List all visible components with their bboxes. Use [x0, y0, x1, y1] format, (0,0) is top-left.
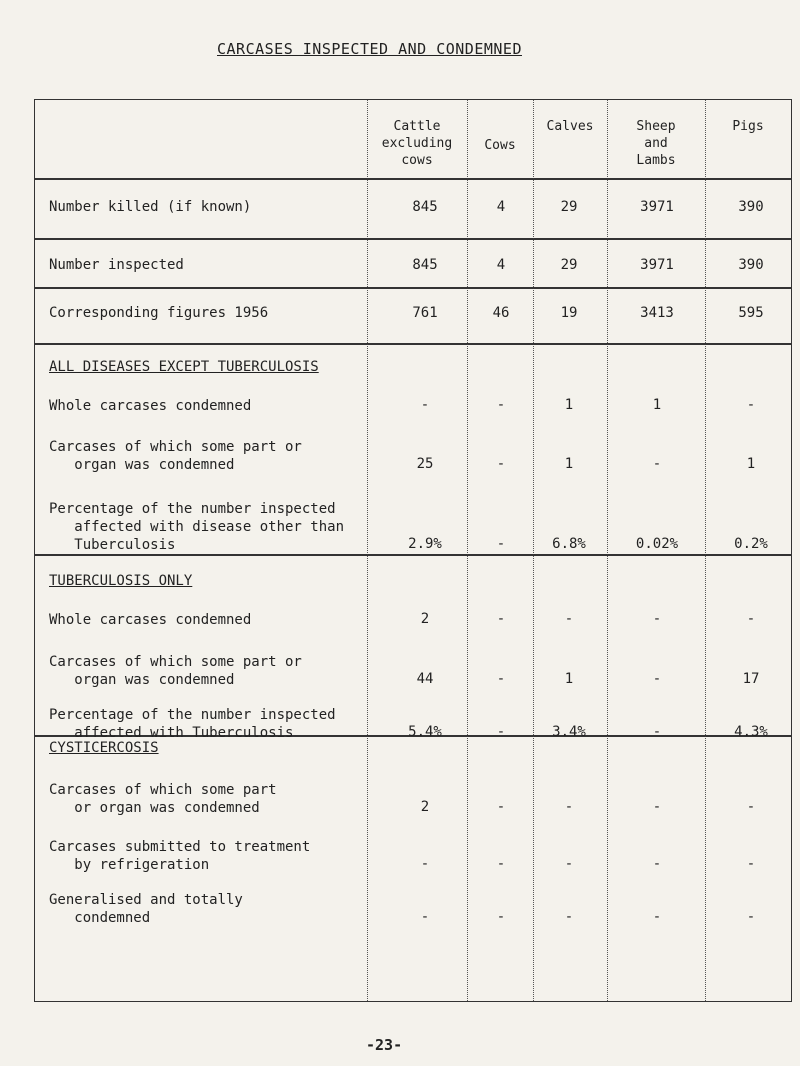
row-label: Carcases of which some part or organ was condemned: [49, 654, 302, 688]
section-heading: CYSTICERCOSIS: [49, 740, 159, 756]
cell-value: 6.8%: [552, 536, 586, 552]
row-label: Generalised and totally condemned: [49, 892, 243, 926]
column-header: Cattle excluding cows: [381, 119, 453, 168]
cell-value: 1: [564, 397, 574, 413]
cell-value: -: [652, 456, 662, 472]
cell-value: -: [496, 397, 506, 413]
cell-value: 595: [738, 305, 764, 321]
cell-value: -: [746, 909, 756, 925]
row-divider: [35, 343, 791, 345]
cell-value: -: [496, 799, 506, 815]
cell-value: 3413: [640, 305, 674, 321]
cell-value: -: [652, 799, 662, 815]
cell-value: 29: [560, 199, 578, 215]
row-label: Carcases of which some part or organ was condemned: [49, 782, 277, 816]
cell-value: -: [652, 856, 662, 872]
cell-value: 44: [416, 671, 434, 687]
cell-value: 845: [412, 199, 438, 215]
cell-value: -: [652, 724, 662, 740]
cell-value: -: [564, 909, 574, 925]
cell-value: -: [496, 724, 506, 740]
cell-value: -: [496, 909, 506, 925]
cell-value: 5.4%: [408, 724, 442, 740]
page-title: CARCASES INSPECTED AND CONDEMNED: [217, 40, 522, 58]
cell-value: -: [420, 397, 430, 413]
cell-value: 0.2%: [734, 536, 768, 552]
cell-value: -: [564, 856, 574, 872]
cell-value: -: [652, 611, 662, 627]
cell-value: -: [496, 611, 506, 627]
cell-value: 25: [416, 456, 434, 472]
cell-value: 845: [412, 257, 438, 273]
row-label: Number killed (if known): [49, 199, 252, 215]
cell-value: 1: [746, 456, 756, 472]
cell-value: 4: [496, 199, 506, 215]
row-label: Corresponding figures 1956: [49, 305, 269, 321]
section-heading: TUBERCULOSIS ONLY: [49, 573, 193, 589]
cell-value: 17: [742, 671, 760, 687]
cell-value: -: [564, 611, 574, 627]
row-divider: [35, 554, 791, 556]
cell-value: -: [420, 909, 430, 925]
cell-value: 390: [738, 199, 764, 215]
cell-value: -: [746, 397, 756, 413]
page-number: -23-: [366, 1036, 403, 1054]
cell-value: 4: [496, 257, 506, 273]
cell-value: 3.4%: [552, 724, 586, 740]
cell-value: -: [652, 909, 662, 925]
cell-value: -: [564, 799, 574, 815]
cell-value: 2: [420, 611, 430, 627]
cell-value: -: [746, 856, 756, 872]
cell-value: -: [746, 611, 756, 627]
cell-value: -: [746, 799, 756, 815]
cell-value: 761: [412, 305, 438, 321]
cell-value: -: [652, 671, 662, 687]
cell-value: 2.9%: [408, 536, 442, 552]
carcases-table: [34, 99, 792, 1002]
column-divider: [367, 100, 368, 1001]
row-label: Percentage of the number inspected affected with Tuberculosis: [49, 707, 336, 741]
row-label: Whole carcases condemned: [49, 612, 252, 628]
cell-value: -: [496, 536, 506, 552]
cell-value: 390: [738, 257, 764, 273]
row-label: Carcases of which some part or organ was condemned: [49, 439, 302, 473]
cell-value: 0.02%: [635, 536, 679, 552]
cell-value: 46: [492, 305, 510, 321]
column-header: Pigs: [732, 119, 764, 134]
cell-value: 19: [560, 305, 578, 321]
row-label: Carcases submitted to treatment by refrigeration: [49, 839, 311, 873]
column-header: Sheep and Lambs: [636, 119, 676, 168]
cell-value: -: [496, 856, 506, 872]
cell-value: 1: [564, 671, 574, 687]
cell-value: 1: [564, 456, 574, 472]
section-heading: ALL DISEASES EXCEPT TUBERCULOSIS: [49, 359, 319, 375]
row-label: Number inspected: [49, 257, 184, 273]
column-header: Calves: [546, 119, 594, 134]
cell-value: 3971: [640, 199, 674, 215]
cell-value: 4.3%: [734, 724, 768, 740]
cell-value: -: [420, 856, 430, 872]
column-header: Cows: [484, 138, 516, 153]
row-label: Percentage of the number inspected affected with disease other than Tuberculosis: [49, 501, 345, 553]
cell-value: -: [496, 671, 506, 687]
row-divider: [35, 178, 791, 180]
row-divider: [35, 287, 791, 289]
cell-value: 29: [560, 257, 578, 273]
cell-value: 2: [420, 799, 430, 815]
cell-value: -: [496, 456, 506, 472]
cell-value: 1: [652, 397, 662, 413]
row-divider: [35, 238, 791, 240]
row-label: Whole carcases condemned: [49, 398, 252, 414]
cell-value: 3971: [640, 257, 674, 273]
